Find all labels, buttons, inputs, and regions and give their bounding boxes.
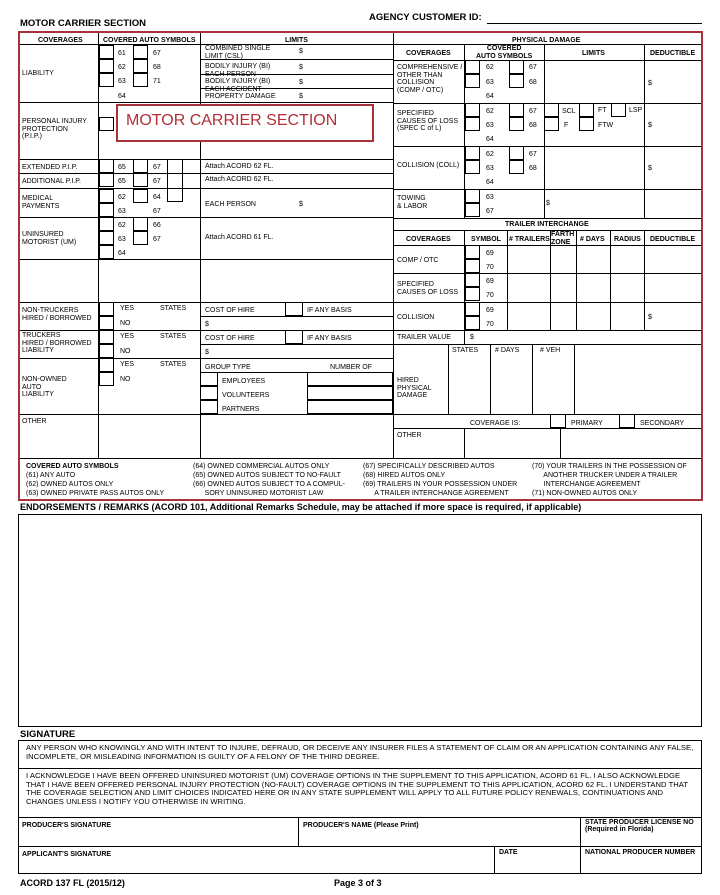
physical-damage-title: PHYSICAL DAMAGE: [512, 37, 581, 44]
add-pip-checkbox-65[interactable]: [99, 173, 114, 187]
truckers-dollar: $: [205, 349, 209, 356]
partners-checkbox[interactable]: [200, 400, 218, 414]
extended-pip-label: EXTENDED P.I.P.: [22, 164, 78, 171]
col-covered-auto-symbols: COVERED AUTO SYMBOLS: [103, 37, 196, 44]
non-truckers-label: NON-TRUCKERS HIRED / BORROWED: [22, 307, 92, 322]
ft-label: FT: [598, 107, 607, 114]
f-checkbox[interactable]: [544, 117, 559, 131]
trailer-value-label: TRAILER VALUE: [397, 334, 451, 341]
ext-pip-checkbox-67b[interactable]: [167, 159, 183, 202]
scl-label: SCL: [562, 108, 576, 115]
ti-col-days: # DAYS: [580, 236, 605, 243]
legend-title: COVERED AUTO SYMBOLS: [26, 463, 119, 470]
legend-71: (71) NON-OWNED AUTOS ONLY: [532, 490, 638, 497]
signature-title: SIGNATURE: [20, 729, 76, 740]
liability-symbol-checkbox-62[interactable]: [99, 59, 114, 73]
ftw-label: FTW: [598, 122, 614, 129]
limit-bi-accident: BODILY INJURY (BI) EACH ACCIDENT: [205, 78, 271, 93]
non-truckers-no: NO: [120, 320, 131, 327]
ti-col-coverages: COVERAGES: [406, 236, 451, 243]
pd-col-deductible: DEDUCTIBLE: [650, 50, 696, 57]
pd-col-coverages: COVERAGES: [406, 50, 451, 57]
f-label: F: [564, 122, 569, 129]
volunteers-count[interactable]: [307, 386, 393, 400]
symbol-62-um: 62: [118, 222, 126, 229]
ti-coll-symbol-69: 69: [486, 307, 494, 314]
ti-col-symbol: SYMBOL: [471, 236, 501, 243]
symbol-64-med: 64: [153, 194, 161, 201]
additional-pip-label: ADDITIONAL P.I.P.: [22, 178, 82, 185]
ti-coll-checkbox-70[interactable]: [465, 316, 480, 330]
truckers-yes-checkbox[interactable]: [99, 330, 114, 344]
ti-specified-label: SPECIFIED CAUSES OF LOSS: [397, 281, 459, 296]
symbol-67-ext: 67: [153, 164, 161, 171]
symbol-64-um: 64: [118, 250, 126, 257]
um-attach: Attach ACORD 61 FL.: [205, 234, 274, 241]
truckers-any-basis: IF ANY BASIS: [307, 335, 352, 342]
liability-symbol-checkbox-61[interactable]: [99, 45, 114, 59]
truckers-states: STATES: [160, 333, 187, 340]
other-label-right: OTHER: [397, 432, 422, 439]
symbol-62: 62: [118, 64, 126, 71]
legend-69: (69) TRAILERS IN YOUR POSSESSION UNDER: [363, 481, 518, 488]
ti-collision-label: COLLISION: [397, 314, 435, 321]
agency-customer-id-field[interactable]: [487, 23, 702, 24]
pd-spec-checkbox-63[interactable]: [465, 117, 480, 131]
trailer-value-dollar: $: [470, 334, 474, 341]
liability-symbol-checkbox-67[interactable]: [133, 45, 148, 59]
truckers-no-checkbox[interactable]: [99, 344, 114, 358]
ti-coll-symbol-70: 70: [486, 321, 494, 328]
symbol-63-med: 63: [118, 208, 126, 215]
form-number: ACORD 137 FL (2015/12): [20, 878, 125, 888]
ti-coll-dollar: $: [648, 314, 652, 321]
ti-spec-symbol-69: 69: [486, 278, 494, 285]
legend-61: (61) ANY AUTO: [26, 472, 76, 479]
pd-col-symbols: COVERED AUTO SYMBOLS: [476, 45, 533, 60]
pd-symbol-68: 68: [529, 79, 537, 86]
symbol-67-um: 67: [153, 236, 161, 243]
pd-tow-symbol-63: 63: [486, 194, 494, 201]
legend-70c: INTERCHANGE AGREEMENT: [532, 481, 641, 488]
um-checkbox-66[interactable]: [133, 217, 148, 231]
pip-label: PERSONAL INJURY PROTECTION (P.I.P.): [22, 118, 87, 141]
ti-coll-checkbox-69[interactable]: [465, 302, 480, 316]
medical-each-person: EACH PERSON: [205, 201, 256, 208]
col-limits: LIMITS: [285, 37, 308, 44]
liability-symbol-checkbox-68[interactable]: [133, 59, 148, 73]
pd-coll-checkbox-62[interactable]: [465, 146, 480, 160]
ti-comp-checkbox-69[interactable]: [465, 245, 480, 259]
dollar-bi-accident: $: [299, 79, 303, 86]
dollar-pd: $: [299, 93, 303, 100]
symbol-71: 71: [153, 78, 161, 85]
ext-pip-checkbox-65[interactable]: [99, 159, 114, 173]
overlay-title: MOTOR CARRIER SECTION: [126, 112, 338, 129]
liability-symbol-checkbox-71[interactable]: [133, 73, 148, 87]
pd-tow-checkbox-63[interactable]: [465, 189, 480, 203]
ti-col-trailers: # TRAILERS: [509, 236, 550, 243]
dollar-bi-person: $: [299, 64, 303, 71]
hpd-days: # DAYS: [495, 347, 520, 354]
symbol-64: 64: [118, 93, 126, 100]
page-number: Page 3 of 3: [334, 878, 382, 888]
ti-comp-symbol-69: 69: [486, 250, 494, 257]
dollar-csl: $: [299, 48, 303, 55]
um-label: UNINSURED MOTORIST (UM): [22, 231, 77, 246]
truckers-no: NO: [120, 348, 131, 355]
pd-comprehensive-label: COMPREHENSIVE / OTHER THAN COLLISION (COMP / OTC): [397, 64, 463, 95]
non-truckers-no-checkbox[interactable]: [99, 316, 114, 330]
scl-checkbox[interactable]: [544, 103, 559, 117]
truckers-cost: COST OF HIRE: [205, 335, 255, 342]
truckers-any-basis-checkbox[interactable]: [285, 330, 303, 344]
legend-70b: ANOTHER TRUCKER UNDER A TRAILER: [532, 472, 678, 479]
number-of-label: NUMBER OF: [330, 364, 372, 371]
fraud-statement: ANY PERSON WHO KNOWINGLY AND WITH INTENT TO INJURE, DEFRAUD, OR DECEIVE ANY INSURER FILES A STATEMENT OF CLAIM OR AN APPLICATION CONTAINING ANY FALSE, INCOMPLETE, OR MISLEADING INFORMATION IS GUILTY OF A FELONY OF THE THIRD DEGREE.: [26, 743, 694, 761]
legend-66: (66) OWNED AUTOS SUBJECT TO A COMPUL-: [193, 481, 345, 488]
ti-spec-checkbox-69[interactable]: [465, 273, 480, 287]
volunteers-checkbox[interactable]: [200, 386, 218, 400]
state-license-label: STATE PRODUCER LICENSE NO: [585, 819, 694, 826]
hpd-states: STATES: [452, 347, 479, 354]
pd-coll-symbol-64: 64: [486, 179, 494, 186]
producer-signature-label: PRODUCER'S SIGNATURE: [22, 822, 112, 829]
pd-coll-symbol-68: 68: [529, 165, 537, 172]
non-owned-no-checkbox[interactable]: [99, 372, 114, 386]
employees-checkbox[interactable]: [200, 372, 218, 386]
lsp-label: LSP: [629, 107, 643, 114]
coverage-is-label: COVERAGE IS:: [470, 420, 521, 427]
pd-symbol-62: 62: [486, 64, 494, 71]
producer-name-label: PRODUCER'S NAME (Please Print): [303, 822, 419, 829]
acknowledgement-statement: I ACKNOWLEDGE I HAVE BEEN OFFERED UNINSURED MOTORIST (UM) COVERAGE OPTIONS IN THE SUPPLEMENT TO THIS APPLICATION, ACORD 61 FL. I ALSO ACKNOWLEDGE THAT I HAVE BEEN OFFERED PERSONAL INJURY PROTECTION (NO-FAULT) COVERAGE OPTIONS IN THE SUPPLEMENT TO THIS APPLICATION, ACORD 62 FL. I UNDERSTAND THAT THE COVERAGE SELECTION AND LIMIT CHOICES INDICATED HERE OR IN ANY STATE SUPPLEMENT WILL APPLY TO ALL FUTURE POLICY RENEWALS, CONTINUATIONS AND CHANGES UNLESS I NOTIFY YOU OTHERWISE IN WRITING.: [26, 771, 688, 807]
national-producer-label: NATIONAL PRODUCER NUMBER: [585, 849, 696, 856]
symbol-67-add: 67: [153, 178, 161, 185]
pd-spec-symbol-68: 68: [529, 122, 537, 129]
add-pip-checkbox-67[interactable]: [133, 173, 148, 187]
symbol-67-med: 67: [153, 208, 161, 215]
pd-symbol-67: 67: [529, 64, 537, 71]
endorsements-title: ENDORSEMENTS / REMARKS (ACORD 101, Additional Remarks Schedule, may be attached if more space is required, if applicable): [20, 502, 582, 512]
pd-col-limits: LIMITS: [582, 50, 605, 57]
legend-70: (70) YOUR TRAILERS IN THE POSSESSION OF: [532, 463, 687, 470]
primary-checkbox[interactable]: [550, 414, 566, 428]
med-checkbox-63[interactable]: [99, 203, 114, 217]
non-truckers-yes: YES: [120, 305, 135, 312]
non-owned-no: NO: [120, 376, 131, 383]
pd-spec-checkbox-68[interactable]: [509, 117, 524, 131]
limit-pd: PROPERTY DAMAGE: [205, 93, 276, 100]
pd-comp-checkbox-63[interactable]: [465, 74, 480, 88]
pd-spec-dollar: $: [648, 122, 652, 129]
symbol-66-um: 66: [153, 222, 161, 229]
ti-spec-checkbox-70[interactable]: [465, 287, 480, 301]
ti-comp-checkbox-70[interactable]: [465, 259, 480, 273]
legend-65: (65) OWNED AUTOS SUBJECT TO NO-FAULT: [193, 472, 341, 479]
symbol-63-um: 63: [118, 236, 126, 243]
col-coverages: COVERAGES: [38, 37, 83, 44]
ft-checkbox[interactable]: [579, 103, 594, 117]
um-checkbox-63[interactable]: [99, 231, 114, 245]
ti-comp-label: COMP / OTC: [397, 257, 439, 264]
pd-spec-checkbox-62[interactable]: [465, 103, 480, 117]
secondary-checkbox[interactable]: [619, 414, 635, 428]
section-title: MOTOR CARRIER SECTION: [20, 18, 146, 29]
additional-pip-attach: Attach ACORD 62 FL.: [205, 176, 274, 183]
ext-pip-checkbox-67[interactable]: [133, 159, 148, 173]
um-checkbox-62[interactable]: [99, 217, 114, 231]
state-license-sub: (Required in Florida): [585, 826, 654, 833]
med-checkbox-64[interactable]: [133, 189, 148, 203]
pd-comp-checkbox-68[interactable]: [509, 74, 524, 88]
pd-coll-checkbox-63[interactable]: [465, 160, 480, 174]
limit-csl: COMBINED SINGLE LIMIT (CSL): [205, 45, 271, 60]
pd-comp-dollar: $: [648, 80, 652, 87]
pd-coll-checkbox-67[interactable]: [509, 146, 524, 160]
medical-dollar: $: [299, 201, 303, 208]
um-checkbox-64[interactable]: [99, 245, 114, 259]
pd-spec-symbol-67: 67: [529, 108, 537, 115]
med-checkbox-62[interactable]: [99, 189, 114, 203]
non-truckers-any-basis-checkbox[interactable]: [285, 302, 303, 316]
partners-count[interactable]: [307, 400, 393, 414]
legend-64: (64) OWNED COMMERCIAL AUTOS ONLY: [193, 463, 330, 470]
group-type-label: GROUP TYPE: [205, 364, 251, 371]
partners-label: PARTNERS: [222, 406, 260, 413]
ti-spec-symbol-70: 70: [486, 292, 494, 299]
date-label: DATE: [499, 849, 518, 856]
pd-tow-dollar: $: [546, 200, 550, 207]
non-truckers-dollar: $: [205, 321, 209, 328]
ti-comp-symbol-70: 70: [486, 264, 494, 271]
legend-62: (62) OWNED AUTOS ONLY: [26, 481, 114, 488]
agency-customer-id-label: AGENCY CUSTOMER ID:: [369, 12, 482, 23]
endorsements-remarks-area[interactable]: [18, 514, 702, 727]
ti-col-farthest: FARTH ZONE: [551, 231, 575, 246]
pd-coll-symbol-67: 67: [529, 151, 537, 158]
pd-coll-dollar: $: [648, 165, 652, 172]
applicant-signature-label: APPLICANT'S SIGNATURE: [22, 851, 112, 858]
extended-pip-attach: Attach ACORD 62 FL.: [205, 163, 274, 170]
non-owned-label: NON-OWNED AUTO LIABILITY: [22, 376, 67, 399]
employees-count[interactable]: [307, 372, 393, 386]
symbol-67: 67: [153, 50, 161, 57]
pd-comp-checkbox-67[interactable]: [509, 60, 524, 74]
limit-bi-person: BODILY INJURY (BI) EACH PERSON: [205, 63, 271, 78]
other-label-left: OTHER: [22, 418, 47, 425]
symbol-65-ext: 65: [118, 164, 126, 171]
legend-63: (63) OWNED PRIVATE PASS AUTOS ONLY: [26, 490, 165, 497]
truckers-label: TRUCKERS HIRED / BORROWED LIABILITY: [22, 332, 92, 355]
non-truckers-states: STATES: [160, 305, 187, 312]
pd-tow-symbol-67: 67: [486, 208, 494, 215]
um-checkbox-67[interactable]: [133, 231, 148, 245]
non-truckers-any-basis: IF ANY BASIS: [307, 307, 352, 314]
ftw-checkbox[interactable]: [579, 117, 594, 131]
ti-col-deductible: DEDUCTIBLE: [650, 236, 696, 243]
pd-symbol-63: 63: [486, 79, 494, 86]
pd-spec-symbol-64: 64: [486, 136, 494, 143]
non-owned-yes-checkbox[interactable]: [99, 358, 114, 372]
pd-specified-label: SPECIFIED CAUSES OF LOSS (SPEC C of L): [397, 110, 459, 133]
pd-towing-label: TOWING & LABOR: [397, 195, 428, 210]
legend-69b: A TRAILER INTERCHANGE AGREEMENT: [363, 490, 509, 497]
pd-symbol-64: 64: [486, 93, 494, 100]
pip-symbol-checkbox-65[interactable]: [99, 117, 114, 131]
trailer-title: TRAILER INTERCHANGE: [505, 221, 589, 228]
hpd-veh: # VEH: [540, 347, 561, 354]
secondary-label: SECONDARY: [640, 420, 685, 427]
pd-coll-symbol-63: 63: [486, 165, 494, 172]
lsp-checkbox[interactable]: [611, 103, 626, 117]
legend-67: (67) SPECIFICALLY DESCRIBED AUTOS: [363, 463, 495, 470]
employees-label: EMPLOYEES: [222, 378, 266, 385]
pd-spec-symbol-62: 62: [486, 108, 494, 115]
ti-col-radius: RADIUS: [614, 236, 641, 243]
truckers-yes: YES: [120, 333, 135, 340]
pd-comp-checkbox-62[interactable]: [465, 60, 480, 74]
pd-collision-label: COLLISION (COLL): [397, 162, 460, 169]
pd-spec-checkbox-67[interactable]: [509, 103, 524, 117]
non-truckers-cost: COST OF HIRE: [205, 307, 255, 314]
pd-tow-checkbox-67[interactable]: [465, 203, 480, 217]
legend-68: (68) HIRED AUTOS ONLY: [363, 472, 446, 479]
symbol-68: 68: [153, 64, 161, 71]
symbol-63: 63: [118, 78, 126, 85]
non-owned-yes: YES: [120, 361, 135, 368]
pd-coll-symbol-62: 62: [486, 151, 494, 158]
hpd-label: HIRED PHYSICAL DAMAGE: [397, 377, 432, 400]
pd-spec-symbol-63: 63: [486, 122, 494, 129]
non-owned-states: STATES: [160, 361, 187, 368]
legend-66b: SORY UNINSURED MOTORIST LAW: [193, 490, 324, 497]
non-truckers-yes-checkbox[interactable]: [99, 302, 114, 316]
liability-symbol-checkbox-63[interactable]: [99, 73, 114, 87]
symbol-65-add: 65: [118, 178, 126, 185]
primary-label: PRIMARY: [571, 420, 603, 427]
liability-label: LIABILITY: [22, 70, 54, 77]
medical-payments-label: MEDICAL PAYMENTS: [22, 195, 60, 210]
symbol-62-med: 62: [118, 194, 126, 201]
symbol-61: 61: [118, 50, 126, 57]
pd-coll-checkbox-68[interactable]: [509, 160, 524, 174]
volunteers-label: VOLUNTEERS: [222, 392, 270, 399]
